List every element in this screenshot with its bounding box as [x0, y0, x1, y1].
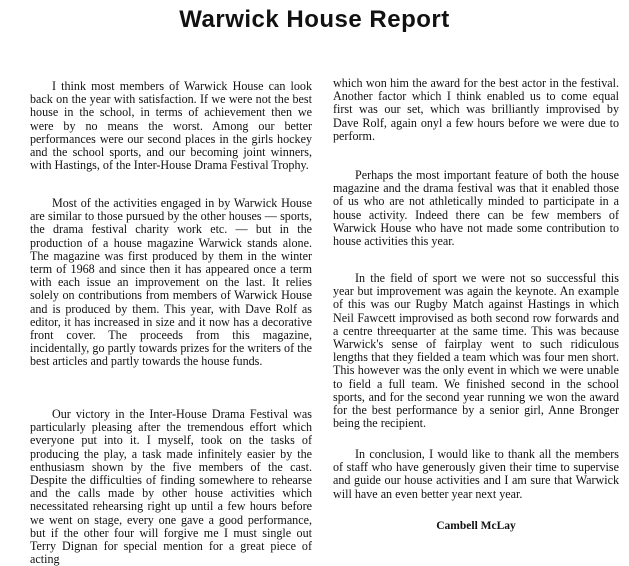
page-title: Warwick House Report — [179, 6, 450, 33]
paragraph-drama-festival: Our victory in the Inter-House Drama Festival was particularly pleasing after the tremendous effort which everyone put into it. I myself, took on the tasks of producing the play, a task made infinitely easier by the enthusiasm shown by the five members of the cast. Despite the difficulties of finding somewhere to rehearse and the calls made by other house activities which necessitated rehearsing right up until a few hours before we went on stage, every one gave a good performance, but if the other four will forgive me I must single out Terry Dignan for special mention for a great piece of acting — [30, 407, 312, 566]
paragraph-house-activities: Perhaps the most important feature of both the house magazine and the drama festival was that it enabled those of us who are not athletically minded to participate in a house activity. Indeed there can be few members of Warwick House who have not made some contribution to house activities this year. — [333, 168, 619, 249]
paragraph-drama-continued: which won him the award for the best actor in the festival. Another factor which I think enabled us to come equal first was our set, which was brilliantly improvised by Dave Rolf, again onyl a few hours before we were due to perform. — [333, 76, 619, 143]
paragraph-magazine: Most of the activities engaged in by Warwick House are similar to those pursued by the other houses — sports, the drama festival charity work etc. — but in the production of a house magazine Warwick stands alone. The magazine was first produced by them in the winter term of 1968 and since then it has appeared once a term with each issue an improvement on the last. It relies solely on contributions from members of Warwick House and is produced by them. This year, with Dave Rolf as editor, it has increased in size and it now has a decorative front cover. The proceeds from this magazine, incidentally, go partly towards prizes for the writers of the best articles and partly towards the house funds. — [30, 196, 312, 369]
paragraph-conclusion: In conclusion, I would like to thank all the members of staff who have generously given their time to supervise and guide our house activities and I am sure that Warwick will have an even better year next year. — [333, 447, 619, 501]
paragraph-intro: I think most members of Warwick House can look back on the year with satisfaction. If we were not the best house in the school, in terms of achievement then we were by no means the worst. Among our better performances were our second places in the girls hockey and the school sports, and our becoming joint winners, with Hastings, of the Inter-House Drama Festival Trophy. — [30, 79, 312, 173]
author-signature: Cambell McLay — [436, 520, 516, 532]
paragraph-sport: In the field of sport we were not so successful this year but improvement was again the keynote. An example of this was our Rugby Match against Hastings in which Neil Fawcett improvised as both second row forwards and a centre threequarter at the same time. This was because Warwick's sense of fairplay went to such ridiculous lengths that they fielded a team which was four men short. This however was the only event in which we were unable to field a full team. We finished second in the school sports, and for the second year running we won the award for the best performance by a senior girl, Anne Bronger being the recipient. — [333, 271, 619, 431]
